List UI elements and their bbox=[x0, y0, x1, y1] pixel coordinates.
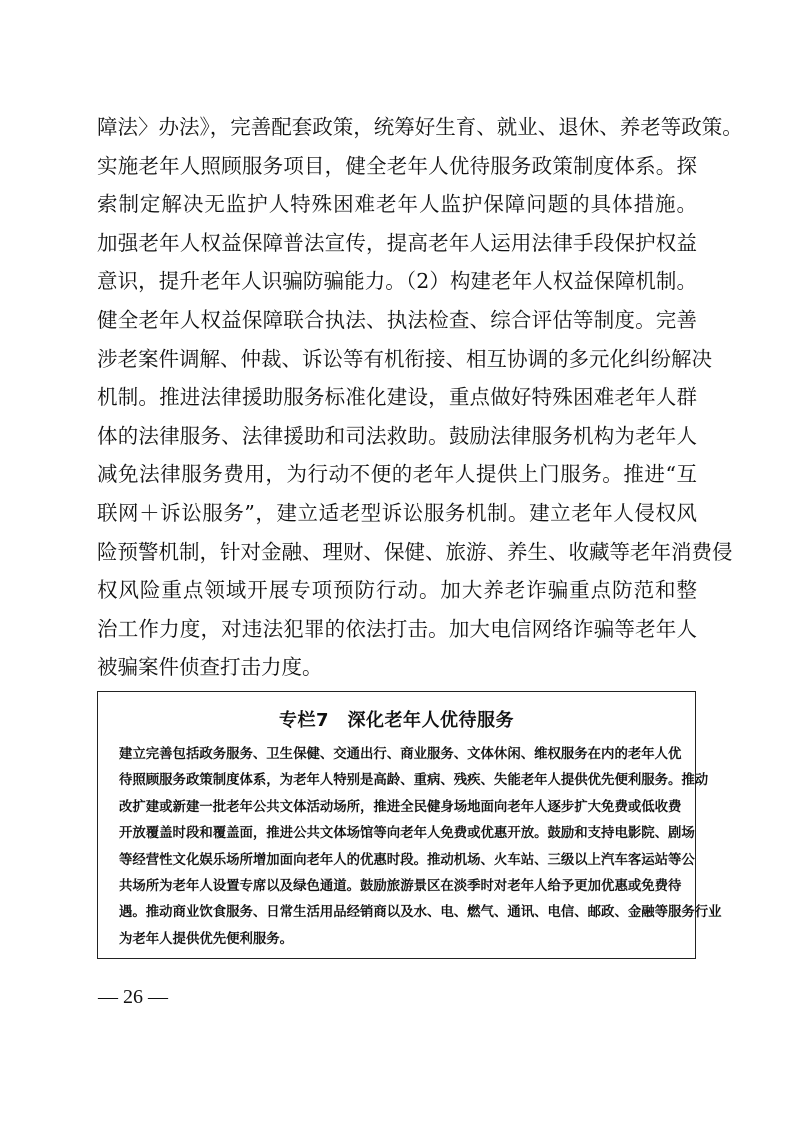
column-line: 等经营性文化娱乐场所增加面向老年人的优惠时段。推动机场、火车站、三级以上汽车客运站等公 bbox=[119, 852, 695, 868]
body-line: 健全老年人权益保障联合执法、执法检查、综合评估等制度。完善 bbox=[97, 307, 697, 332]
page-number: — 26 — bbox=[98, 986, 168, 1008]
column-box bbox=[97, 691, 722, 959]
body-line: 涉老案件调解、仲裁、诉讼等有机衔接、相互协调的多元化纠纷解决 bbox=[97, 346, 712, 371]
body-text bbox=[97, 108, 743, 687]
column-title: 专栏7 深化老年人优待服务 bbox=[278, 710, 515, 731]
body-line: 减免法律服务费用，为行动不便的老年人提供上门服务。推进“互 bbox=[97, 462, 697, 487]
body-line: 治工作力度，对违法犯罪的依法打击。加大电信网络诈骗等老年人 bbox=[97, 616, 697, 641]
body-line: 被骗案件侦查打击力度。 bbox=[97, 655, 323, 680]
body-line: 体的法律服务、法律援助和司法救助。鼓励法律服务机构为老年人 bbox=[97, 423, 697, 448]
body-line: 联网＋诉讼服务”，建立适老型诉讼服务机制。建立老年人侵权风 bbox=[97, 500, 697, 525]
body-line: 机制。推进法律援助服务标准化建设，重点做好特殊困难老年人群 bbox=[97, 385, 697, 410]
column-line: 为老年人提供优先便利服务。 bbox=[119, 931, 294, 947]
body-line: 险预警机制，针对金融、理财、保健、旅游、养生、收藏等老年消费侵 bbox=[97, 539, 733, 564]
column-text bbox=[119, 742, 722, 953]
column-line: 共场所为老年人设置专席以及绿色通道。鼓励旅游景区在淡季时对老年人给予更加优惠或免费待 bbox=[119, 878, 682, 894]
body-line: 实施老年人照顾服务项目，健全老年人优待服务政策制度体系。探 bbox=[97, 153, 697, 178]
body-line: 加强老年人权益保障普法宣传，提高老年人运用法律手段保护权益 bbox=[97, 230, 697, 255]
column-line: 改扩建或新建一批老年公共文体活动场所，推进全民健身场地面向老年人逐步扩大免费或低收费 bbox=[119, 799, 682, 815]
body-line: 意识，提升老年人识骗防骗能力。（2）构建老年人权益保障机制。 bbox=[97, 269, 697, 294]
body-line: 索制定解决无监护人特殊困难老年人监护保障问题的具体措施。 bbox=[97, 192, 697, 217]
body-line: 障法〉办法》，完善配套政策，统筹好生育、就业、退休、养老等政策。 bbox=[97, 115, 743, 139]
column-line: 开放覆盖时段和覆盖面，推进公共文体场馆等向老年人免费或优惠开放。鼓励和支持电影院、剧场 bbox=[119, 826, 695, 842]
column-line: 遇。推动商业饮食服务、日常生活用品经销商以及水、电、燃气、通讯、电信、邮政、金融等服务行业 bbox=[119, 905, 722, 921]
column-line: 待照顾服务政策制度体系，为老年人特别是高龄、重病、残疾、失能老年人提供优先便利服务。推动 bbox=[119, 773, 709, 789]
body-line: 权风险重点领域开展专项预防行动。加大养老诈骗重点防范和整 bbox=[97, 578, 697, 603]
column-line: 建立完善包括政务服务、卫生保健、交通出行、商业服务、文体休闲、维权服务在内的老年人优 bbox=[119, 747, 682, 762]
